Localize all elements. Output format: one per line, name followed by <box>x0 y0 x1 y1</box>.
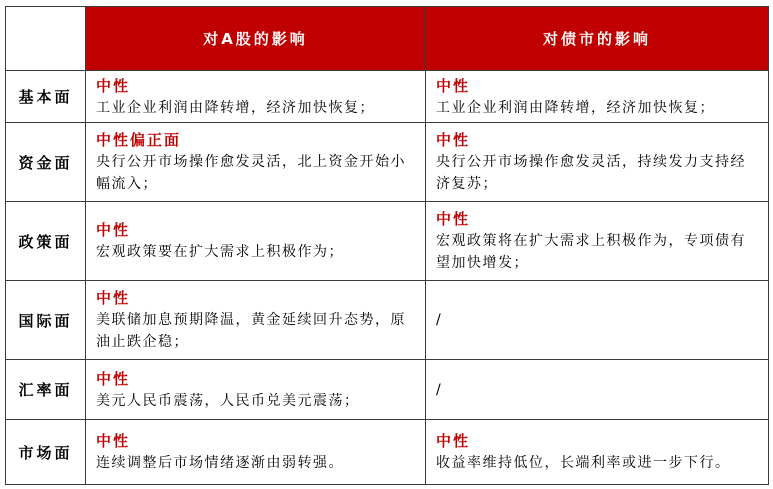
table-row-liquidity <box>6 123 769 202</box>
a-share-cell <box>86 360 426 420</box>
a-share-description: 央行公开市场操作愈发灵活，北上资金开始小幅流入； <box>96 154 406 192</box>
bond-cell <box>426 281 769 360</box>
bond-description: / <box>436 381 441 398</box>
impact-table <box>5 6 769 485</box>
bond-cell <box>426 360 769 420</box>
table-row-exchange-rate <box>6 360 769 420</box>
a-share-stance: 中性 <box>96 76 131 95</box>
bond-stance: 中性 <box>436 210 471 228</box>
header-a-share-impact: 对A股的影响 <box>86 7 426 71</box>
a-share-description: 工业企业利润由降转增，经济加快恢复； <box>96 99 375 116</box>
table-header-row <box>6 7 769 71</box>
a-share-cell <box>86 123 426 202</box>
bond-stance: 中性 <box>436 131 471 149</box>
table-row-fundamentals <box>6 71 769 123</box>
a-share-cell <box>86 281 426 360</box>
row-label: 基本面 <box>6 71 86 123</box>
bond-description: 工业企业利润由降转增，经济加快恢复； <box>436 99 715 116</box>
bond-description: 央行公开市场操作愈发灵活，持续发力支持经济复苏； <box>436 154 746 192</box>
table-row-international <box>6 281 769 360</box>
row-label: 国际面 <box>6 281 86 360</box>
a-share-stance: 中性 <box>96 289 131 307</box>
a-share-description: 宏观政策要在扩大需求上积极作为； <box>96 244 344 260</box>
bond-cell <box>426 202 769 281</box>
row-label: 资金面 <box>6 123 86 202</box>
a-share-description: 美元人民币震荡，人民币兑美元震荡； <box>96 392 360 409</box>
bond-cell <box>426 123 769 202</box>
a-share-stance: 中性 <box>96 369 131 388</box>
bond-description: 宏观政策将在扩大需求上积极作为，专项债有望加快增发； <box>436 233 746 271</box>
bond-stance: 中性 <box>436 76 471 95</box>
impact-table-container <box>5 6 768 484</box>
row-label: 市场面 <box>6 420 86 485</box>
a-share-description: 连续调整后市场情绪逐渐由弱转强。 <box>96 455 344 471</box>
bond-description: / <box>436 312 441 328</box>
header-bond-market-impact: 对债市的影响 <box>426 7 769 71</box>
a-share-cell <box>86 202 426 281</box>
bond-stance: 中性 <box>436 432 471 450</box>
a-share-cell <box>86 420 426 485</box>
a-share-stance: 中性偏正面 <box>96 131 182 149</box>
a-share-stance: 中性 <box>96 432 131 450</box>
header-corner-cell <box>6 7 86 71</box>
bond-description: 收益率维持低位，长端利率或进一步下行。 <box>436 455 731 471</box>
bond-cell <box>426 420 769 485</box>
table-row-policy <box>6 202 769 281</box>
a-share-stance: 中性 <box>96 221 131 239</box>
table-row-market <box>6 420 769 485</box>
bond-cell <box>426 71 769 123</box>
a-share-cell <box>86 71 426 123</box>
row-label: 汇率面 <box>6 360 86 420</box>
row-label: 政策面 <box>6 202 86 281</box>
a-share-description: 美联储加息预期降温，黄金延续回升态势，原油止跌企稳； <box>96 312 406 350</box>
